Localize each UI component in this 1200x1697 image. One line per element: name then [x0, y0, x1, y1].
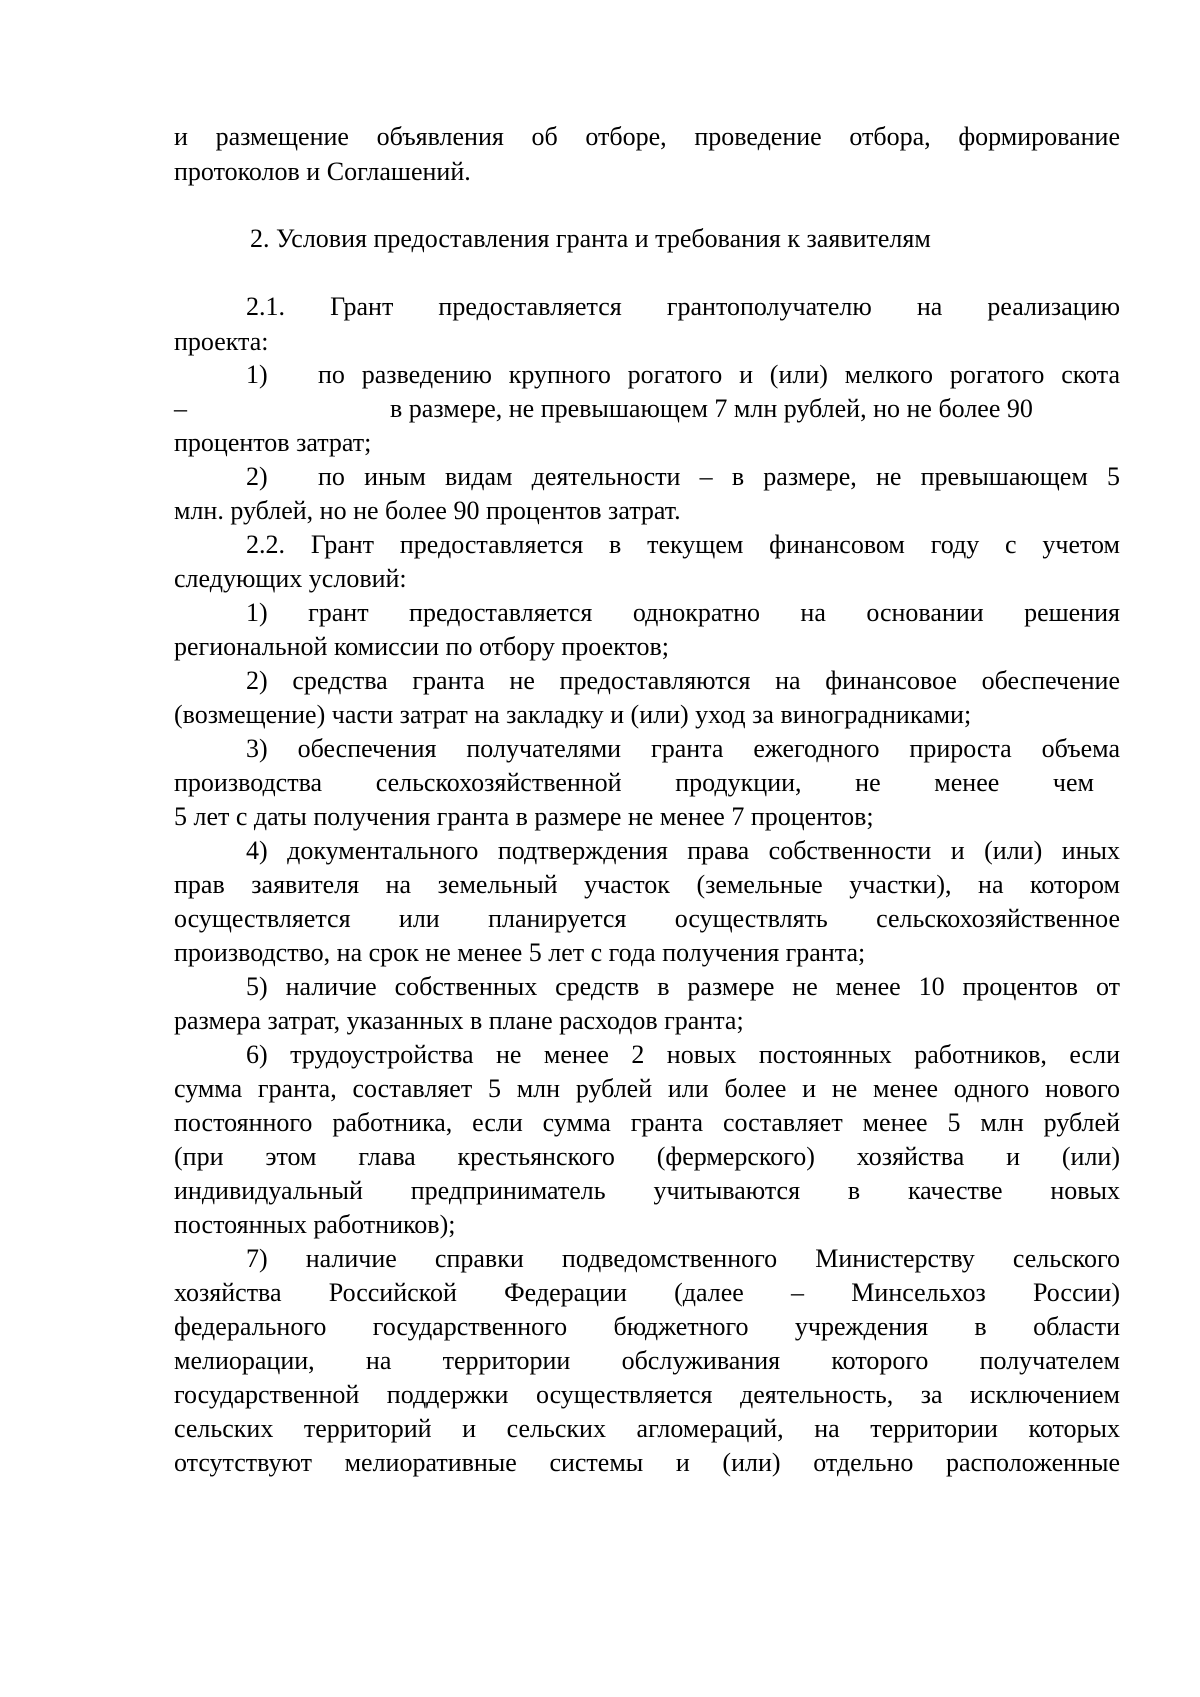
paragraph-line: следующих условий:	[174, 564, 407, 593]
paragraph-line: 2) средства гранта не предоставляются на финансовое обеспечение	[246, 666, 1120, 695]
paragraph-line: сельских территорий и сельских агломераций, на территории которых	[174, 1414, 1120, 1443]
paragraph-line: 2.1. Грант предоставляется грантополучателю на реализацию	[246, 292, 1120, 321]
paragraph-line: 1) грант предоставляется однократно на основании решения	[246, 598, 1120, 627]
list-item-line	[174, 390, 1120, 427]
paragraph-line: производства сельскохозяйственной продукции, не менее чем	[174, 768, 1094, 797]
paragraph-line: федерального государственного бюджетного учреждения в области	[174, 1312, 1120, 1341]
list-text: по разведению крупного рогатого и (или) мелкого рогатого скота	[318, 360, 1120, 389]
paragraph-line: 7) наличие справки подведомственного Министерству сельского	[246, 1244, 1120, 1273]
paragraph-line: 4) документального подтверждения права собственности и (или) иных	[246, 836, 1120, 865]
paragraph-line: 3) обеспечения получателями гранта ежегодного прироста объема	[246, 734, 1120, 763]
paragraph-line: 2.2. Грант предоставляется в текущем финансовом году с учетом	[246, 530, 1120, 559]
paragraph-line: (при этом глава крестьянского (фермерского) хозяйства и (или)	[174, 1142, 1120, 1171]
section-heading: 2. Условия предоставления гранта и требования к заявителям	[250, 224, 931, 253]
paragraph-line: государственной поддержки осуществляется деятельность, за исключением	[174, 1380, 1120, 1409]
paragraph-line: 5 лет с даты получения гранта в размере не менее 7 процентов;	[174, 802, 874, 831]
paragraph-line: отсутствуют мелиоративные системы и (или) отдельно расположенные	[174, 1448, 1120, 1477]
list-number: 2)	[246, 462, 268, 491]
paragraph-line: процентов затрат;	[174, 428, 372, 457]
paragraph-line: и размещение объявления об отборе, проведение отбора, формирование	[174, 122, 1120, 151]
dash-mark: –	[174, 394, 187, 423]
paragraph-line: проекта:	[174, 327, 269, 356]
paragraph-line: индивидуальный предприниматель учитываются в качестве новых	[174, 1176, 1120, 1205]
paragraph-line: млн. рублей, но не более 90 процентов затрат.	[174, 496, 681, 525]
paragraph-line: постоянного работника, если сумма гранта составляет менее 5 млн рублей	[174, 1108, 1120, 1137]
paragraph-line: производство, на срок не менее 5 лет с года получения гранта;	[174, 938, 866, 967]
paragraph-line: размера затрат, указанных в плане расходов гранта;	[174, 1006, 744, 1035]
paragraph-line: региональной комиссии по отбору проектов;	[174, 632, 669, 661]
paragraph-line: прав заявителя на земельный участок (земельные участки), на котором	[174, 870, 1120, 899]
paragraph-line: мелиорации, на территории обслуживания которого получателем	[174, 1346, 1120, 1375]
list-text: по иным видам деятельности – в размере, не превышающем 5	[318, 462, 1120, 491]
paragraph-line: 5) наличие собственных средств в размере не менее 10 процентов от	[246, 972, 1120, 1001]
paragraph-line: осуществляется или планируется осуществлять сельскохозяйственное	[174, 904, 1120, 933]
list-item-line	[174, 458, 1120, 495]
paragraph-line: 6) трудоустройства не менее 2 новых постоянных работников, если	[246, 1040, 1120, 1069]
paragraph-line: протоколов и Соглашений.	[174, 157, 471, 186]
list-number: 1)	[246, 360, 268, 389]
paragraph-line: постоянных работников);	[174, 1210, 456, 1239]
list-text: в размере, не превышающем 7 млн рублей, но не более 90	[390, 394, 1033, 423]
paragraph-line: хозяйства Российской Федерации (далее – Минсельхоз России)	[174, 1278, 1120, 1307]
paragraph-line: (возмещение) части затрат на закладку и (или) уход за виноградниками;	[174, 700, 972, 729]
paragraph-line: сумма гранта, составляет 5 млн рублей или более и не менее одного нового	[174, 1074, 1120, 1103]
list-item-line	[174, 356, 1120, 393]
